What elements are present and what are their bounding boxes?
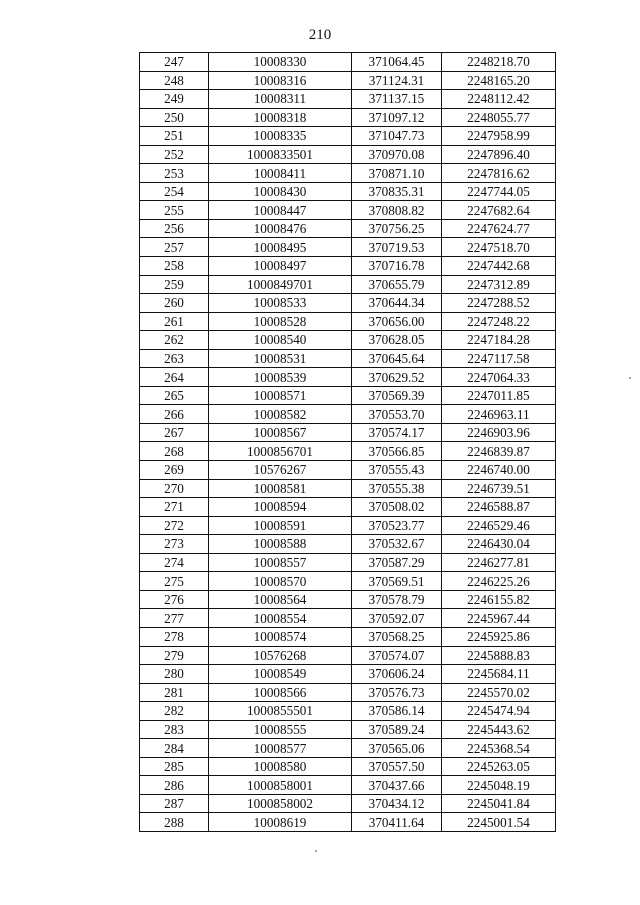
row-number-cell: 265 <box>140 386 209 405</box>
row-number-cell: 257 <box>140 238 209 257</box>
table-row <box>140 71 556 90</box>
point-id-cell: 10008591 <box>209 516 352 535</box>
point-id-cell: 10008533 <box>209 294 352 313</box>
row-number-cell: 253 <box>140 164 209 183</box>
row-number-cell: 275 <box>140 572 209 591</box>
table-row <box>140 646 556 665</box>
row-number-cell: 271 <box>140 498 209 517</box>
table-row <box>140 572 556 591</box>
y-coordinate-cell: 2246588.87 <box>442 498 556 517</box>
table-row <box>140 776 556 795</box>
table-row <box>140 665 556 684</box>
x-coordinate-cell: 370589.24 <box>352 720 442 739</box>
x-coordinate-cell: 370586.14 <box>352 702 442 721</box>
point-id-cell: 10008495 <box>209 238 352 257</box>
row-number-cell: 284 <box>140 739 209 758</box>
x-coordinate-cell: 370645.64 <box>352 349 442 368</box>
row-number-cell: 288 <box>140 813 209 832</box>
point-id-cell: 1000855501 <box>209 702 352 721</box>
x-coordinate-cell: 370835.31 <box>352 182 442 201</box>
point-id-cell: 10008476 <box>209 219 352 238</box>
y-coordinate-cell: 2245570.02 <box>442 683 556 702</box>
row-number-cell: 276 <box>140 590 209 609</box>
x-coordinate-cell: 370756.25 <box>352 219 442 238</box>
row-number-cell: 249 <box>140 90 209 109</box>
x-coordinate-cell: 370532.67 <box>352 535 442 554</box>
row-number-cell: 255 <box>140 201 209 220</box>
y-coordinate-cell: 2246155.82 <box>442 590 556 609</box>
table-row <box>140 238 556 257</box>
point-id-cell: 1000833501 <box>209 145 352 164</box>
point-id-cell: 10008566 <box>209 683 352 702</box>
y-coordinate-cell: 2246277.81 <box>442 553 556 572</box>
x-coordinate-cell: 370574.07 <box>352 646 442 665</box>
table-row <box>140 53 556 72</box>
row-number-cell: 247 <box>140 53 209 72</box>
x-coordinate-cell: 370719.53 <box>352 238 442 257</box>
row-number-cell: 254 <box>140 182 209 201</box>
y-coordinate-cell: 2245048.19 <box>442 776 556 795</box>
table-row <box>140 461 556 480</box>
y-coordinate-cell: 2248112.42 <box>442 90 556 109</box>
table-row <box>140 331 556 350</box>
table-row <box>140 386 556 405</box>
x-coordinate-cell: 370606.24 <box>352 665 442 684</box>
table-row <box>140 182 556 201</box>
table-row <box>140 294 556 313</box>
y-coordinate-cell: 2248218.70 <box>442 53 556 72</box>
point-id-cell: 10008318 <box>209 108 352 127</box>
x-coordinate-cell: 370970.08 <box>352 145 442 164</box>
table-row <box>140 442 556 461</box>
point-id-cell: 10008577 <box>209 739 352 758</box>
point-id-cell: 10008619 <box>209 813 352 832</box>
point-id-cell: 10008447 <box>209 201 352 220</box>
row-number-cell: 264 <box>140 368 209 387</box>
y-coordinate-cell: 2247288.52 <box>442 294 556 313</box>
point-id-cell: 1000849701 <box>209 275 352 294</box>
x-coordinate-cell: 370629.52 <box>352 368 442 387</box>
row-number-cell: 256 <box>140 219 209 238</box>
row-number-cell: 261 <box>140 312 209 331</box>
point-id-cell: 10008564 <box>209 590 352 609</box>
x-coordinate-cell: 370555.38 <box>352 479 442 498</box>
y-coordinate-cell: 2245967.44 <box>442 609 556 628</box>
y-coordinate-cell: 2247117.58 <box>442 349 556 368</box>
y-coordinate-cell: 2248055.77 <box>442 108 556 127</box>
y-coordinate-cell: 2248165.20 <box>442 71 556 90</box>
row-number-cell: 260 <box>140 294 209 313</box>
x-coordinate-cell: 370434.12 <box>352 794 442 813</box>
x-coordinate-cell: 370574.17 <box>352 423 442 442</box>
y-coordinate-cell: 2247312.89 <box>442 275 556 294</box>
y-coordinate-cell: 2246963.11 <box>442 405 556 424</box>
y-coordinate-cell: 2246430.04 <box>442 535 556 554</box>
table-row <box>140 164 556 183</box>
x-coordinate-cell: 370568.25 <box>352 627 442 646</box>
x-coordinate-cell: 370565.06 <box>352 739 442 758</box>
point-id-cell: 1000856701 <box>209 442 352 461</box>
x-coordinate-cell: 371064.45 <box>352 53 442 72</box>
table-row <box>140 349 556 368</box>
x-coordinate-cell: 370523.77 <box>352 516 442 535</box>
row-number-cell: 285 <box>140 757 209 776</box>
point-id-cell: 10008555 <box>209 720 352 739</box>
row-number-cell: 269 <box>140 461 209 480</box>
scan-speck <box>315 850 317 852</box>
row-number-cell: 282 <box>140 702 209 721</box>
y-coordinate-cell: 2245925.86 <box>442 627 556 646</box>
point-id-cell: 10008335 <box>209 127 352 146</box>
row-number-cell: 277 <box>140 609 209 628</box>
table-row <box>140 702 556 721</box>
x-coordinate-cell: 370656.00 <box>352 312 442 331</box>
y-coordinate-cell: 2247184.28 <box>442 331 556 350</box>
point-id-cell: 1000858002 <box>209 794 352 813</box>
table-row <box>140 498 556 517</box>
table-row <box>140 720 556 739</box>
x-coordinate-cell: 371137.15 <box>352 90 442 109</box>
x-coordinate-cell: 370569.51 <box>352 572 442 591</box>
point-id-cell: 10008554 <box>209 609 352 628</box>
point-id-cell: 10008588 <box>209 535 352 554</box>
y-coordinate-cell: 2245684.11 <box>442 665 556 684</box>
point-id-cell: 10576268 <box>209 646 352 665</box>
table-row <box>140 219 556 238</box>
x-coordinate-cell: 370628.05 <box>352 331 442 350</box>
y-coordinate-cell: 2247624.77 <box>442 219 556 238</box>
table-row <box>140 275 556 294</box>
y-coordinate-cell: 2246740.00 <box>442 461 556 480</box>
y-coordinate-cell: 2246739.51 <box>442 479 556 498</box>
table-row <box>140 257 556 276</box>
row-number-cell: 281 <box>140 683 209 702</box>
point-id-cell: 10008580 <box>209 757 352 776</box>
x-coordinate-cell: 370578.79 <box>352 590 442 609</box>
point-id-cell: 10008528 <box>209 312 352 331</box>
point-id-cell: 10008574 <box>209 627 352 646</box>
page-number: 210 <box>308 27 332 43</box>
table-row <box>140 108 556 127</box>
y-coordinate-cell: 2247896.40 <box>442 145 556 164</box>
point-id-cell: 10008549 <box>209 665 352 684</box>
y-coordinate-cell: 2245041.84 <box>442 794 556 813</box>
table-row <box>140 627 556 646</box>
point-id-cell: 10008571 <box>209 386 352 405</box>
row-number-cell: 252 <box>140 145 209 164</box>
x-coordinate-cell: 370555.43 <box>352 461 442 480</box>
x-coordinate-cell: 370808.82 <box>352 201 442 220</box>
row-number-cell: 258 <box>140 257 209 276</box>
table-row <box>140 479 556 498</box>
coordinate-table <box>139 52 556 832</box>
coordinate-table-body <box>140 53 556 832</box>
point-id-cell: 10008330 <box>209 53 352 72</box>
x-coordinate-cell: 371047.73 <box>352 127 442 146</box>
table-row <box>140 683 556 702</box>
y-coordinate-cell: 2247248.22 <box>442 312 556 331</box>
row-number-cell: 266 <box>140 405 209 424</box>
y-coordinate-cell: 2247011.85 <box>442 386 556 405</box>
x-coordinate-cell: 370655.79 <box>352 275 442 294</box>
table-row <box>140 553 556 572</box>
x-coordinate-cell: 370569.39 <box>352 386 442 405</box>
table-row <box>140 145 556 164</box>
row-number-cell: 250 <box>140 108 209 127</box>
row-number-cell: 268 <box>140 442 209 461</box>
table-row <box>140 794 556 813</box>
row-number-cell: 279 <box>140 646 209 665</box>
table-row <box>140 535 556 554</box>
x-coordinate-cell: 370576.73 <box>352 683 442 702</box>
x-coordinate-cell: 370553.70 <box>352 405 442 424</box>
row-number-cell: 273 <box>140 535 209 554</box>
y-coordinate-cell: 2245368.54 <box>442 739 556 758</box>
row-number-cell: 262 <box>140 331 209 350</box>
point-id-cell: 10008581 <box>209 479 352 498</box>
x-coordinate-cell: 370587.29 <box>352 553 442 572</box>
row-number-cell: 280 <box>140 665 209 684</box>
row-number-cell: 286 <box>140 776 209 795</box>
point-id-cell: 10008411 <box>209 164 352 183</box>
table-row <box>140 312 556 331</box>
point-id-cell: 10008531 <box>209 349 352 368</box>
point-id-cell: 10576267 <box>209 461 352 480</box>
y-coordinate-cell: 2246839.87 <box>442 442 556 461</box>
table-row <box>140 423 556 442</box>
x-coordinate-cell: 371124.31 <box>352 71 442 90</box>
row-number-cell: 259 <box>140 275 209 294</box>
point-id-cell: 10008557 <box>209 553 352 572</box>
table-row <box>140 201 556 220</box>
y-coordinate-cell: 2247518.70 <box>442 238 556 257</box>
row-number-cell: 274 <box>140 553 209 572</box>
y-coordinate-cell: 2245001.54 <box>442 813 556 832</box>
point-id-cell: 10008540 <box>209 331 352 350</box>
point-id-cell: 10008497 <box>209 257 352 276</box>
row-number-cell: 251 <box>140 127 209 146</box>
y-coordinate-cell: 2246225.26 <box>442 572 556 591</box>
y-coordinate-cell: 2245888.83 <box>442 646 556 665</box>
point-id-cell: 10008582 <box>209 405 352 424</box>
x-coordinate-cell: 370508.02 <box>352 498 442 517</box>
y-coordinate-cell: 2247816.62 <box>442 164 556 183</box>
x-coordinate-cell: 370644.34 <box>352 294 442 313</box>
point-id-cell: 1000858001 <box>209 776 352 795</box>
table-row <box>140 590 556 609</box>
x-coordinate-cell: 370411.64 <box>352 813 442 832</box>
point-id-cell: 10008539 <box>209 368 352 387</box>
row-number-cell: 248 <box>140 71 209 90</box>
table-row <box>140 368 556 387</box>
table-row <box>140 739 556 758</box>
table-row <box>140 609 556 628</box>
table-row <box>140 127 556 146</box>
table-row <box>140 757 556 776</box>
point-id-cell: 10008430 <box>209 182 352 201</box>
point-id-cell: 10008570 <box>209 572 352 591</box>
table-row <box>140 90 556 109</box>
x-coordinate-cell: 370592.07 <box>352 609 442 628</box>
table-row <box>140 813 556 832</box>
scan-speck <box>629 377 631 379</box>
table-row <box>140 405 556 424</box>
row-number-cell: 283 <box>140 720 209 739</box>
row-number-cell: 270 <box>140 479 209 498</box>
y-coordinate-cell: 2246903.96 <box>442 423 556 442</box>
row-number-cell: 267 <box>140 423 209 442</box>
point-id-cell: 10008311 <box>209 90 352 109</box>
y-coordinate-cell: 2245263.05 <box>442 757 556 776</box>
point-id-cell: 10008594 <box>209 498 352 517</box>
y-coordinate-cell: 2247958.99 <box>442 127 556 146</box>
y-coordinate-cell: 2247442.68 <box>442 257 556 276</box>
point-id-cell: 10008567 <box>209 423 352 442</box>
x-coordinate-cell: 370871.10 <box>352 164 442 183</box>
x-coordinate-cell: 371097.12 <box>352 108 442 127</box>
y-coordinate-cell: 2245443.62 <box>442 720 556 739</box>
row-number-cell: 272 <box>140 516 209 535</box>
row-number-cell: 278 <box>140 627 209 646</box>
y-coordinate-cell: 2247682.64 <box>442 201 556 220</box>
y-coordinate-cell: 2246529.46 <box>442 516 556 535</box>
x-coordinate-cell: 370716.78 <box>352 257 442 276</box>
point-id-cell: 10008316 <box>209 71 352 90</box>
x-coordinate-cell: 370566.85 <box>352 442 442 461</box>
row-number-cell: 263 <box>140 349 209 368</box>
table-row <box>140 516 556 535</box>
y-coordinate-cell: 2247064.33 <box>442 368 556 387</box>
x-coordinate-cell: 370557.50 <box>352 757 442 776</box>
row-number-cell: 287 <box>140 794 209 813</box>
y-coordinate-cell: 2245474.94 <box>442 702 556 721</box>
y-coordinate-cell: 2247744.05 <box>442 182 556 201</box>
x-coordinate-cell: 370437.66 <box>352 776 442 795</box>
